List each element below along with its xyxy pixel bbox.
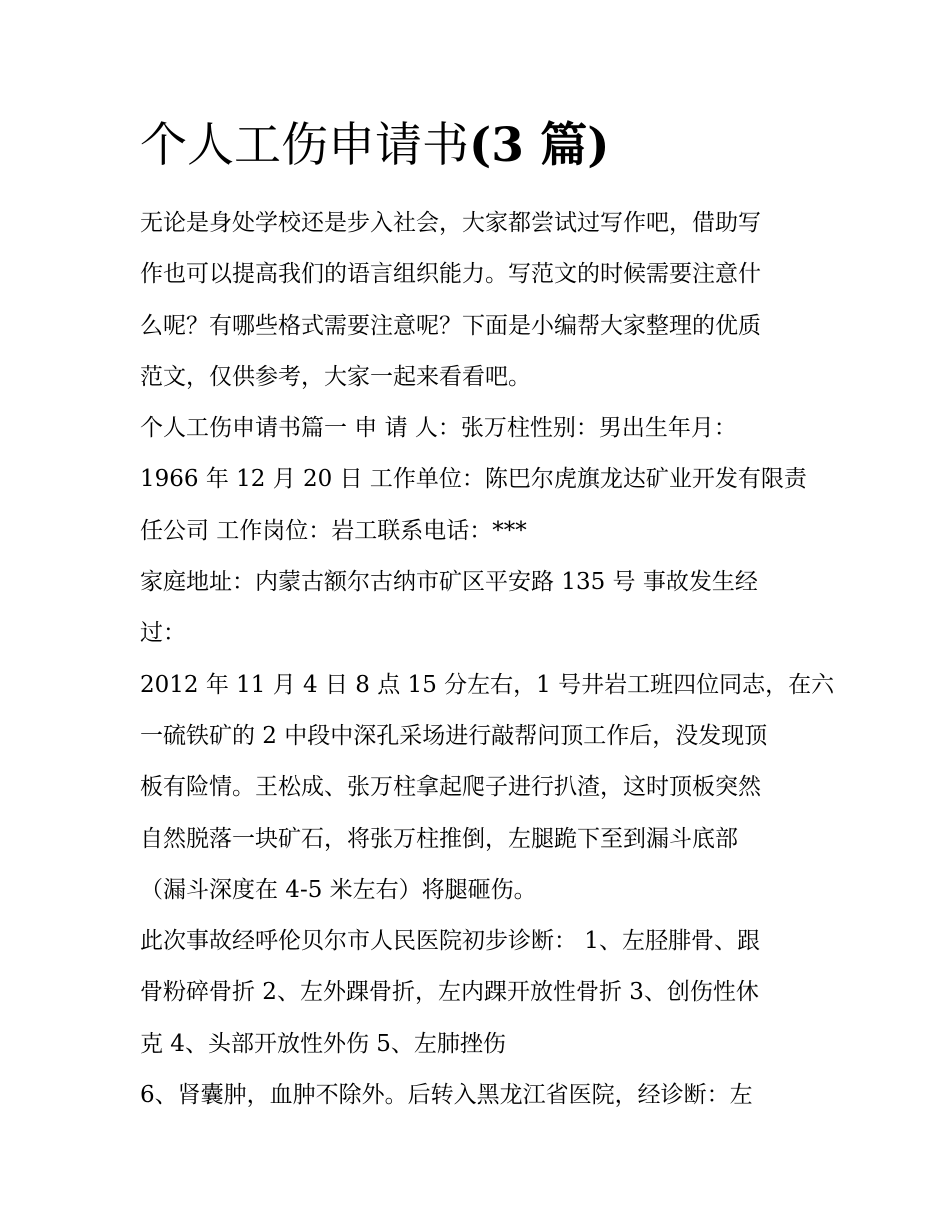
page-title <box>140 112 610 180</box>
body-line: 此次事故经呼伦贝尔市人民医院初步诊断： 1、左胫腓骨、跟 <box>140 928 760 955</box>
body-line: 板有险情。王松成、张万柱拿起爬子进行扒渣，这时顶板突然 <box>140 774 761 801</box>
body-line: （漏斗深度在 4-5 米左右）将腿砸伤。 <box>140 876 537 903</box>
body-line: 一硫铁矿的 2 中段中深孔采场进行敲帮问顶工作后，没发现顶 <box>140 722 768 749</box>
body-line: 么呢？有哪些格式需要注意呢？下面是小编帮大家整理的优质 <box>140 312 761 339</box>
document-body <box>140 198 835 1121</box>
body-line: 2012 年 11 月 4 日 8 点 15 分左右，1 号井岩工班四位同志，在六 <box>140 671 835 698</box>
body-line: 6、肾囊肿，血肿不除外。后转入黑龙江省医院，经诊断：左 <box>140 1082 753 1109</box>
title-text: 个人工伤申请书 <box>140 118 469 173</box>
body-line: 作也可以提高我们的语言组织能力。写范文的时候需要注意什 <box>140 261 761 288</box>
body-line: 范文，仅供参考，大家一起来看看吧。 <box>140 363 531 390</box>
body-line: 任公司 工作岗位：岩工联系电话：*** <box>140 517 527 544</box>
body-line: 个人工伤申请书篇一 申 请 人：张万柱性别：男出生年月： <box>140 415 737 442</box>
title-suffix: (3 篇) <box>469 118 610 173</box>
body-line: 过： <box>140 620 186 647</box>
body-line: 自然脱落一块矿石，将张万柱推倒，左腿跪下至到漏斗底部 <box>140 825 738 852</box>
body-line: 克 4、头部开放性外伤 5、左肺挫伤 <box>140 1030 506 1057</box>
body-line: 无论是身处学校还是步入社会，大家都尝试过写作吧，借助写 <box>140 210 761 236</box>
body-line: 骨粉碎骨折 2、左外踝骨折，左内踝开放性骨折 3、创伤性休 <box>140 979 759 1006</box>
body-line: 家庭地址：内蒙古额尔古纳市矿区平安路 135 号 事故发生经 <box>140 569 758 596</box>
body-line: 1966 年 12 月 20 日 工作单位：陈巴尔虎旗龙达矿业开发有限责 <box>140 466 807 493</box>
